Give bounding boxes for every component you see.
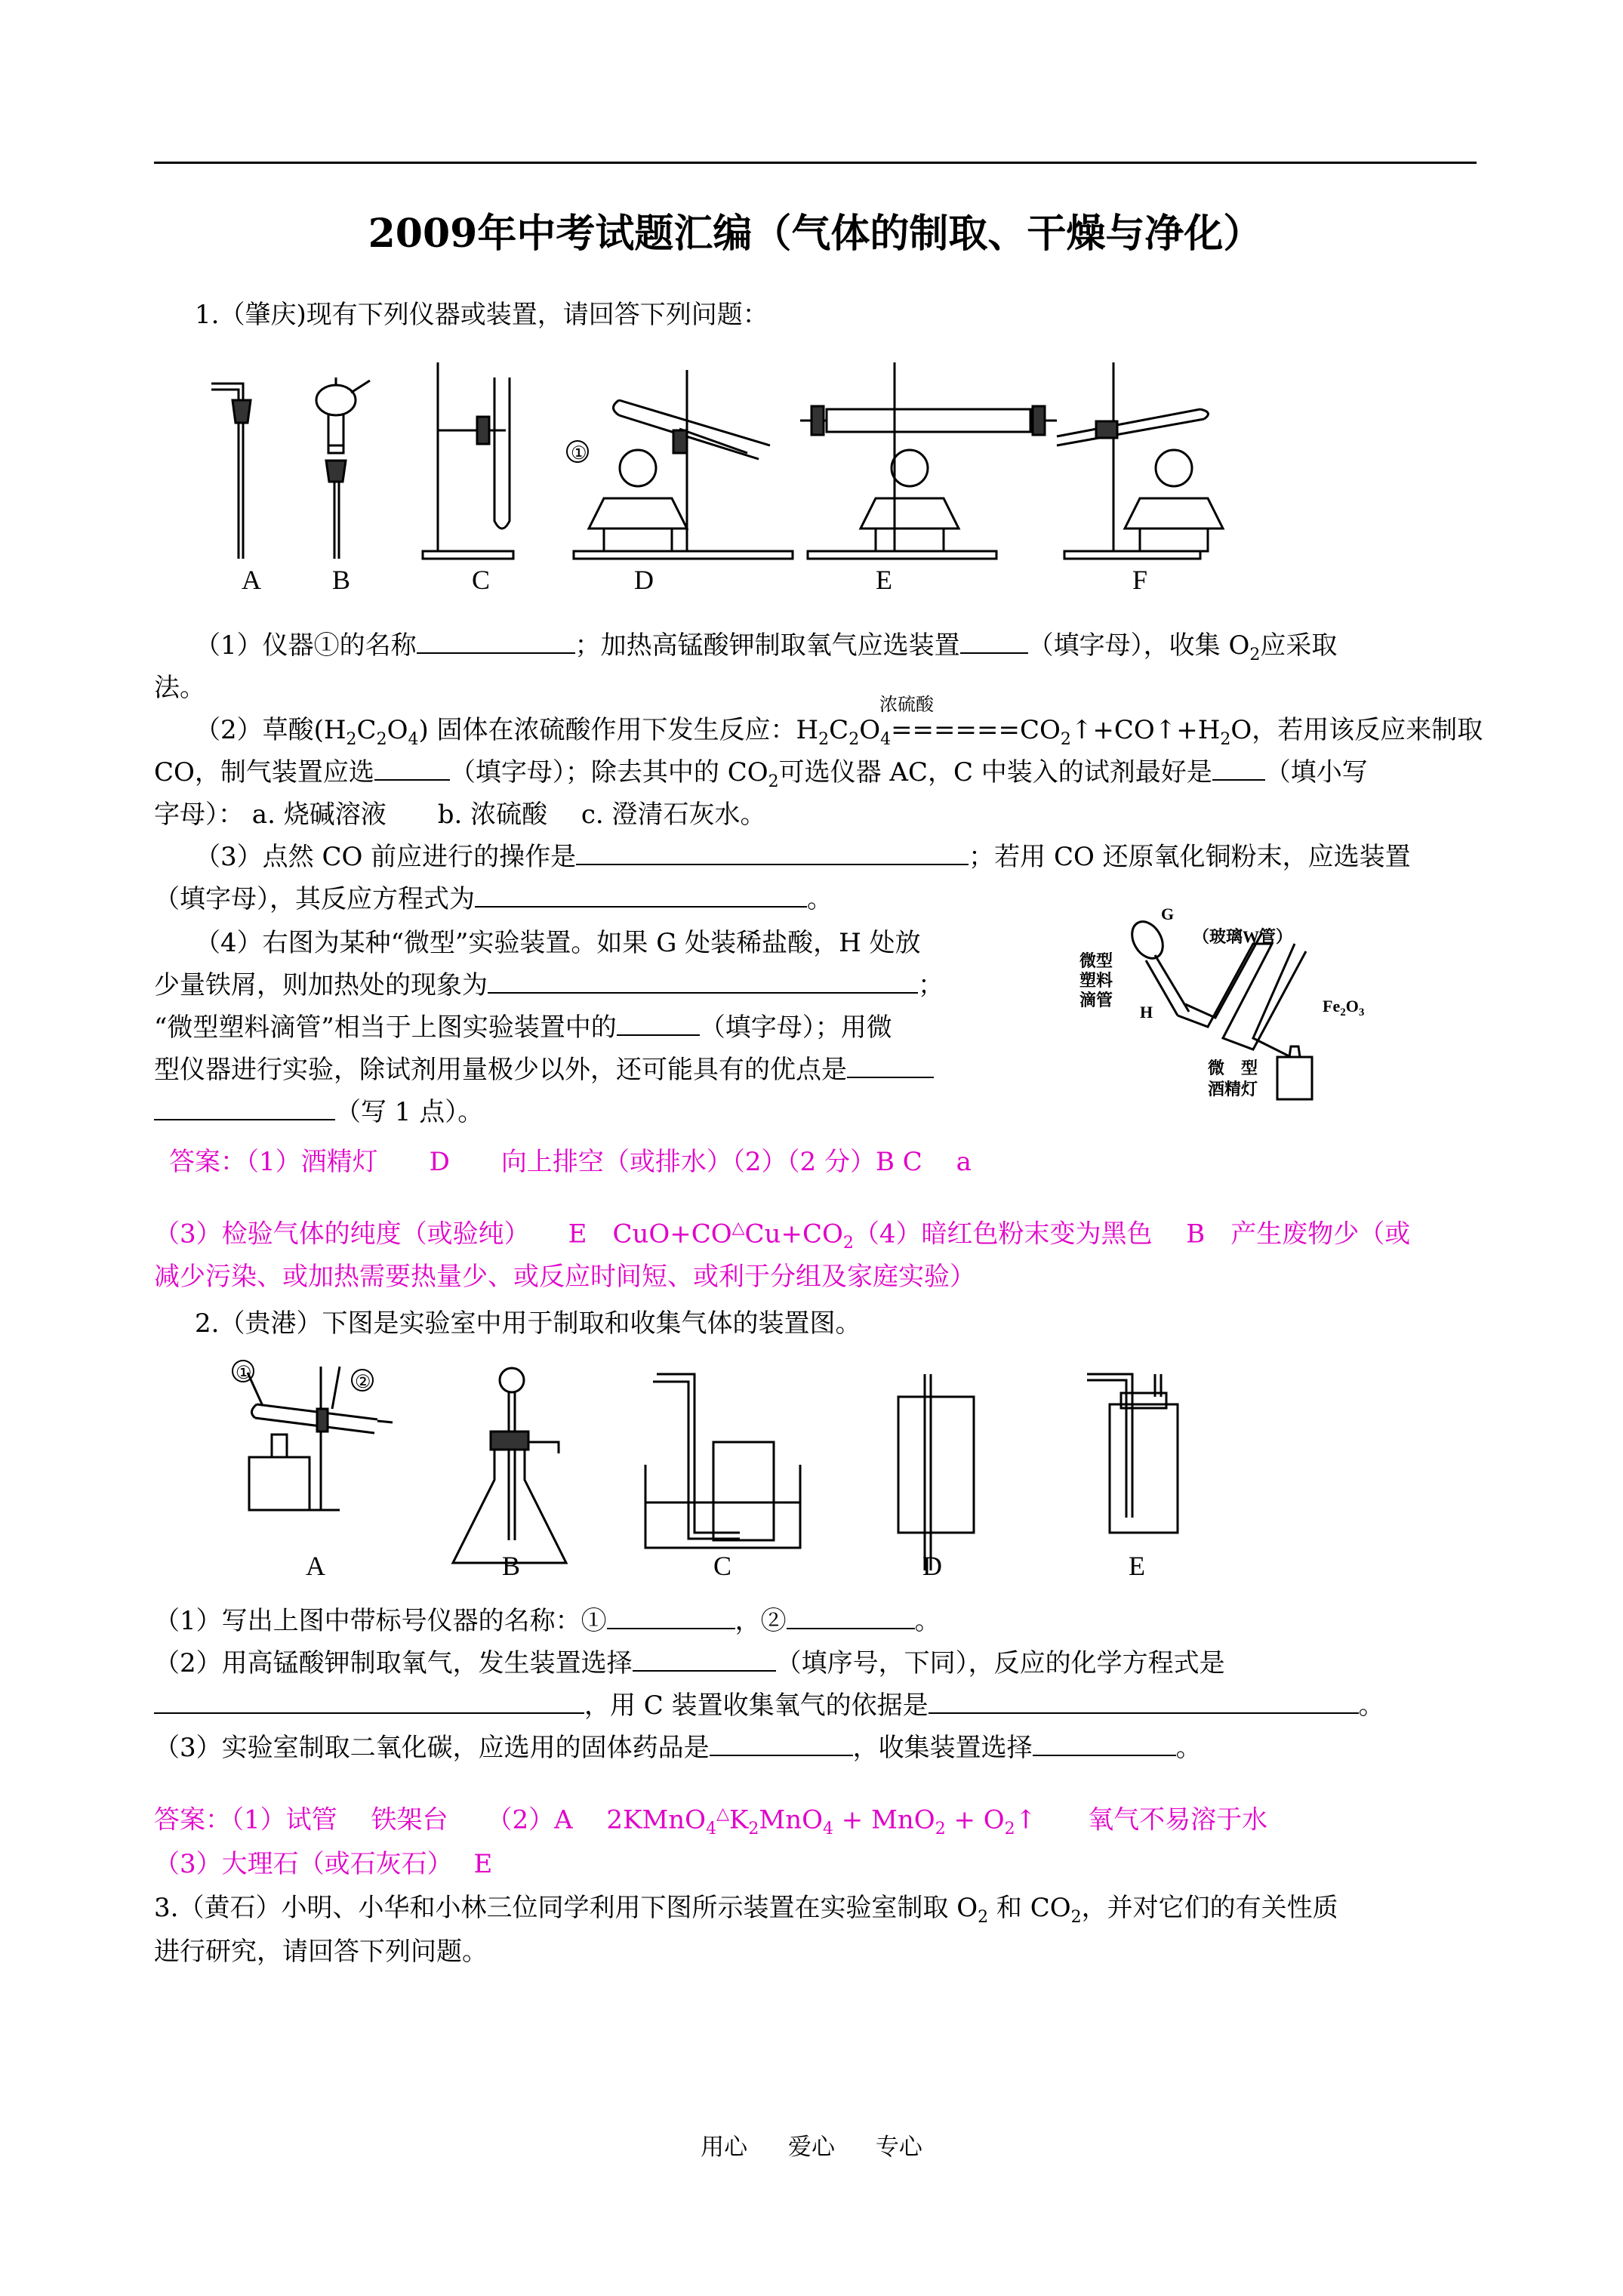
wtube-label-g: G (1161, 905, 1175, 923)
q1-stem: 1.（肇庆)现有下列仪器或装置，请回答下列问题： (195, 300, 768, 330)
q1-label-e: E (876, 565, 892, 595)
footer-item-1: 用心 (701, 2134, 748, 2161)
page-footer (0, 2128, 1623, 2162)
q2-marker-2: ② (355, 1373, 371, 1392)
q1-part1-line2: 法。 (154, 673, 205, 703)
dropper-label-3: 滴管 (1079, 991, 1113, 1009)
q1-apparatus-figure (196, 347, 1253, 619)
header-rule (154, 162, 1477, 164)
q1-part2-line3: 字母）： a. 烧碱溶液 b. 浓硫酸 c. 澄清石灰水。 (154, 800, 766, 830)
q1-part3-line2: （填字母），其反应方程式为 。 (154, 877, 1483, 921)
q1-catalyst-label: 浓硫酸 (879, 694, 934, 715)
q1-answer-line1: 答案：（1）酒精灯 D 向上排空（或排水）（2）（2 分）B C a (169, 1147, 972, 1177)
footer-item-3: 专心 (875, 2134, 922, 2161)
q1-label-c: C (472, 565, 491, 595)
q3-line2: 进行研究，请回答下列问题。 (154, 1937, 488, 1967)
q1-micro-apparatus-figure (1064, 898, 1381, 1110)
q2-stem: 2.（贵港）下图是实验室中用于制取和收集气体的装置图。 (195, 1308, 861, 1339)
q2-label-a: A (306, 1551, 325, 1581)
q2-label-e: E (1129, 1551, 1145, 1581)
q1-answer-line3: 减少污染、或加热需要热量少、或反应时间短、或利于分组及家庭实验） (154, 1262, 975, 1292)
page-title: 2009年中考试题汇编（气体的制取、干燥与净化） (368, 211, 1263, 257)
q2-part2-line2: ，用 C 装置收集氧气的依据是 。 (154, 1684, 1483, 1727)
q2-part2-line1: （2）用高锰酸钾制取氧气，发生装置选择 （填序号，下同），反应的化学方程式是 (154, 1641, 1483, 1685)
q1-label-a: A (242, 565, 261, 595)
q1-part2-line1: （2）草酸$(H_2C_2O_4)$ 固体在浓硫酸作用下发生反应：$H_2C_2O_4======CO_2↑+CO↑+H_2O$，若用该反应来制取 (195, 715, 1483, 749)
q1-label-f: F (1132, 565, 1148, 595)
q1-part1-line1: （1）仪器①的名称 ；加热高锰酸钾制取氧气应选装置 （填字母），收集 $O_2$应采取 (154, 624, 1523, 677)
q1-part4-line2: 少量铁屑，则加热处的现象为 ； (154, 963, 1060, 1007)
q2-marker-1: ① (236, 1364, 252, 1383)
footer-item-2: 爱心 (788, 2134, 835, 2161)
q2-part3: （3）实验室制取二氧化碳，应选用的固体药品是 ，收集装置选择 。 (154, 1726, 1483, 1770)
dropper-label-1: 微型 (1079, 951, 1113, 970)
q2-answer-line2: （3）大理石（或石灰石） E (154, 1849, 493, 1879)
q3-line1: 3.（黄石）小明、小华和小林三位同学利用下图所示装置在实验室制取 $O_2$ 和 $CO_2$，并对它们的有关性质 (154, 1893, 1338, 1927)
wtube-label-h: H (1140, 1003, 1153, 1022)
wtube-label-fe2o3: $Fe_2O_3$ (1323, 997, 1365, 1019)
wtube-label-tube: （玻璃W管） (1193, 927, 1293, 946)
q1-part4-line4: 型仪器进行实验，除试剂用量极少以外，还可能具有的优点是 (154, 1048, 1060, 1092)
lamp-label-2: 酒精灯 (1208, 1080, 1258, 1099)
q2-label-c: C (713, 1551, 732, 1581)
q2-label-b: B (502, 1551, 521, 1581)
q2-part1: （1）写出上图中带标号仪器的名称：① ，② 。 (154, 1599, 1483, 1643)
q1-part2-line2: CO，制气装置应选 （填字母）；除去其中的 $CO_2$可选仪器 AC，C 中装入的试剂最好是 （填小写 (154, 750, 1483, 804)
q2-apparatus-figure (226, 1359, 1238, 1586)
q1-label-b: B (332, 565, 351, 595)
lamp-label-1: 微 型 (1208, 1059, 1258, 1077)
q1-part4-line3: “微型塑料滴管”相当于上图实验装置中的 （填字母）；用微 (154, 1006, 1060, 1049)
q1-answer-line2: （3）检验气体的纯度（或验纯） E $CuO+CO^\triangle Cu+CO_2(4)$暗红色粉末变为黑色 B 产生废物少（或 (154, 1219, 1411, 1253)
q2-answer-line1: 答案：（1）试管 铁架台 （2）A $2KMnO_4^\triangle K_2MnO_4 + MnO_2$ + $O_2↑$ 氧气不易溶于水 (154, 1804, 1268, 1839)
dropper-label-2: 塑料 (1079, 971, 1113, 990)
q1-label-d: D (634, 565, 654, 595)
q2-label-d: D (922, 1551, 942, 1581)
q1-marker-1: ① (571, 444, 587, 464)
q1-part3-line1: （3）点然 CO 前应进行的操作是 ；若用 CO 还原氧化铜粉末，应选装置 (154, 835, 1523, 879)
q1-part4-line5: （写 1 点）。 (154, 1090, 1060, 1134)
q1-part4-line1: （4）右图为某种“微型”实验装置。如果 G 处装稀盐酸，H 处放 (195, 928, 921, 958)
